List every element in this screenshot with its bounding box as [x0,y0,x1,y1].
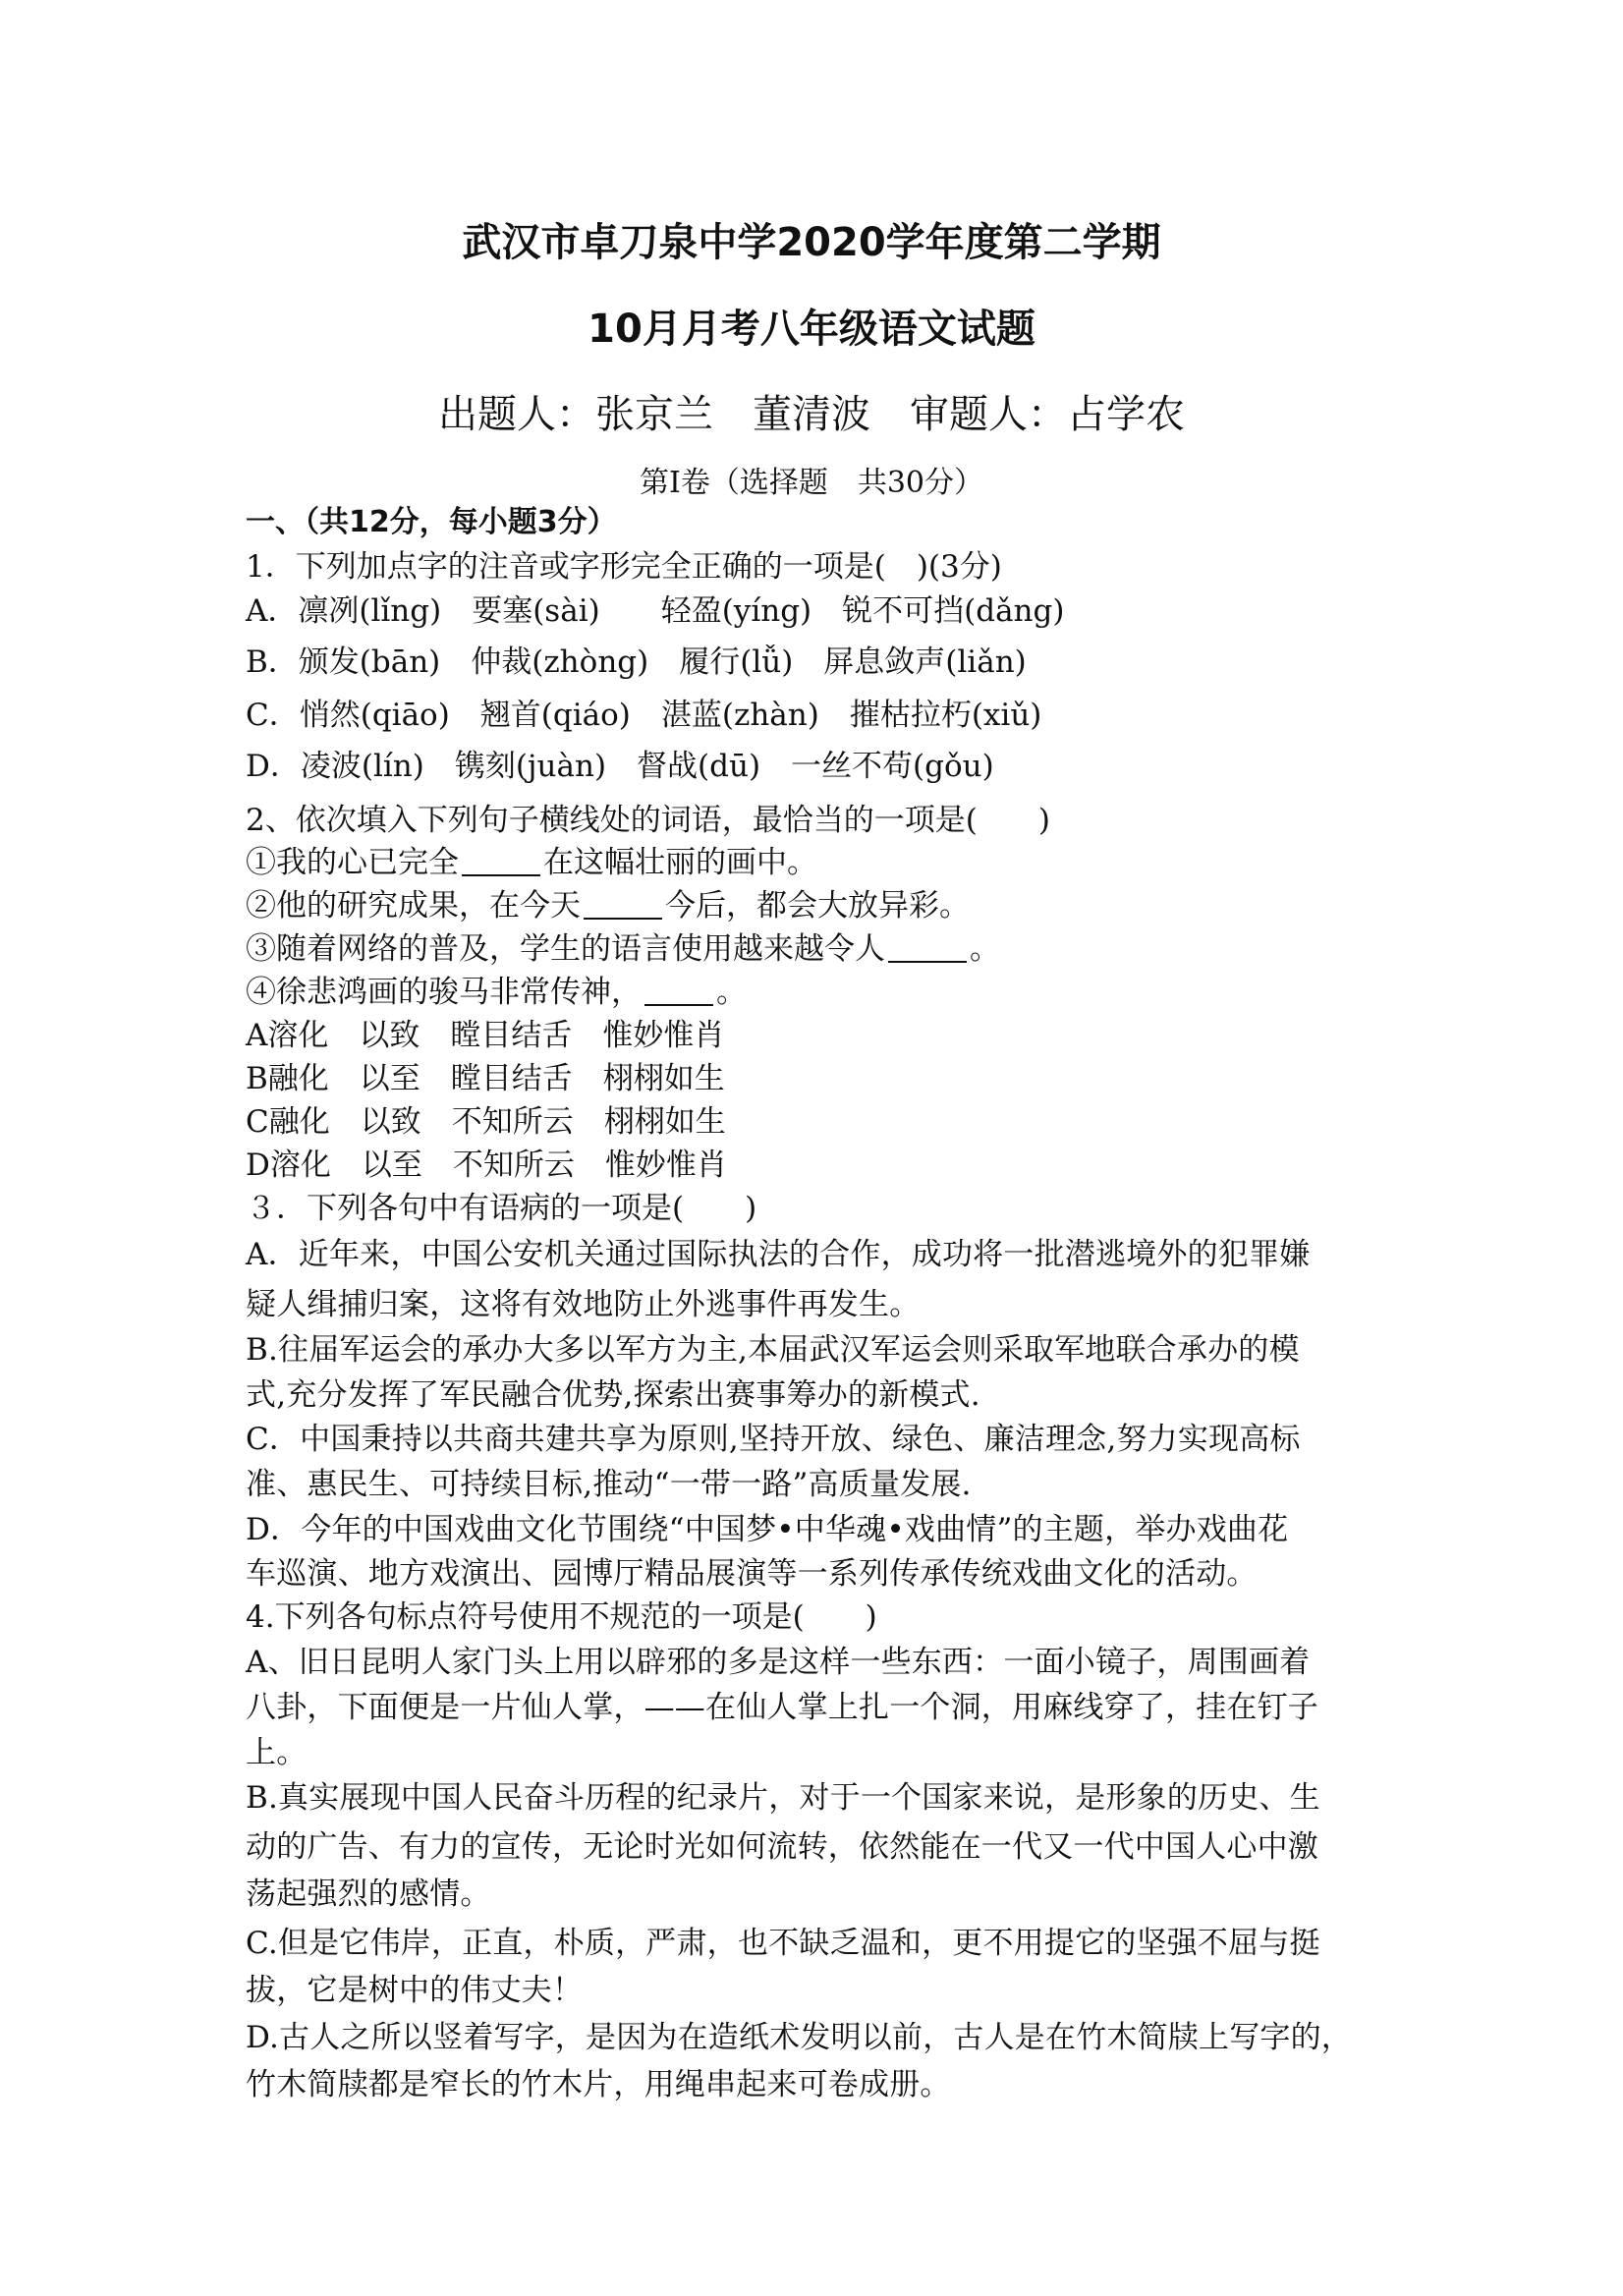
q3-option-c-line2: 准、惠民生、可持续目标,推动“一带一路”高质量发展. [246,1467,972,1502]
q3-option-d-line1: D．今年的中国戏曲文化节围绕“中国梦•中华魂•戏曲情”的主题，举办戏曲花 [246,1512,1289,1547]
q2-sentence-2 [246,884,970,927]
q2-s1-pre: ①我的心已完全 [246,845,459,880]
q2-sentence-3 [246,927,1000,971]
q1-option-a: A．凛冽(lǐng) 要塞(sài) 轻盈(yíng) 锐不可挡(dǎng) [246,593,1065,629]
q2-option-b: B融化 以至 瞠目结舌 栩栩如生 [246,1061,725,1096]
q3-stem: ３．下列各句中有语病的一项是( ) [246,1191,757,1226]
q2-option-d: D溶化 以至 不知所云 惟妙惟肖 [246,1148,727,1183]
q4-option-d-line2: 竹木简牍都是窄长的竹木片，用绳串起来可卷成册。 [246,2067,951,2102]
q2-s3-pre: ③随着网络的普及，学生的语言使用越来越令人 [246,931,885,967]
q4-option-c-line1: C.但是它伟岸，正直，朴质，严肃，也不缺乏温和，更不用提它的坚强不屈与挺 [246,1926,1320,1961]
q2-s3-post: 。 [970,931,1000,967]
exam-authors: 出题人：张京兰 董清波 审题人：占学农 [438,392,1185,437]
q3-option-d-line2: 车巡演、地方戏演出、园博厅精品展演等一系列传承传统戏曲文化的活动。 [246,1556,1258,1592]
q3-option-c-line1: C．中国秉持以共商共建共享为原则,坚持开放、绿色、廉洁理念,努力实现高标 [246,1422,1301,1457]
q2-option-c: C融化 以致 不知所云 栩栩如生 [246,1104,726,1140]
fill-blank [584,888,662,920]
q4-option-b-line2: 动的广告、有力的宣传，无论时光如何流转，依然能在一代又一代中国人心中激 [246,1829,1318,1865]
fill-blank [644,975,713,1006]
q4-option-a-line2: 八卦，下面便是一片仙人掌，——在仙人掌上扎一个洞，用麻线穿了，挂在钉子 [246,1690,1318,1725]
q1-stem: 1．下列加点字的注音或字形完全正确的一项是( )(3分) [246,549,1002,585]
fill-blank [462,845,540,876]
section-heading: 一、（共12分，每小题3分） [246,505,617,539]
q2-s2-post: 今后，都会大放异彩。 [665,888,970,924]
q3-option-b-line2: 式,充分发挥了军民融合优势,探索出赛事筹办的新模式. [246,1377,980,1413]
q4-option-a-line3: 上。 [246,1735,308,1770]
q4-option-d-line1: D.古人之所以竖着写字，是因为在造纸术发明以前，古人是在竹木简牍上写字的， [246,2020,1352,2055]
volume-heading: 第Ⅰ卷（选择题 共30分） [639,466,984,500]
q2-stem: 2、依次填入下列句子横线处的词语，最恰当的一项是( ) [246,803,1050,838]
fill-blank [888,931,967,963]
exam-title-line1: 武汉市卓刀泉中学2020学年度第二学期 [462,220,1161,265]
q1-option-b: B．颁发(bān) 仲裁(zhòng) 履行(lǚ) 屏息敛声(liǎn) [246,644,1027,680]
q2-option-a: A溶化 以致 瞠目结舌 惟妙惟肖 [246,1018,725,1053]
q2-s2-pre: ②他的研究成果，在今天 [246,888,581,924]
q2-s4-post: 。 [716,975,747,1010]
q1-option-c: C．悄然(qiāo) 翘首(qiáo) 湛蓝(zhàn) 摧枯拉朽(xiǔ) [246,698,1042,733]
q1-option-d: D．凌波(lín) 镌刻(juàn) 督战(dū) 一丝不苟(gǒu) [246,749,994,784]
q3-option-a-line1: A．近年来，中国公安机关通过国际执法的合作，成功将一批潜逃境外的犯罪嫌 [246,1237,1311,1272]
q2-sentence-1 [246,841,817,884]
q4-stem: 4.下列各句标点符号使用不规范的一项是( ) [246,1599,877,1635]
q4-option-c-line2: 拔，它是树中的伟丈夫！ [246,1973,584,2008]
q3-option-b-line1: B.往届军运会的承办大多以军方为主,本届武汉军运会则采取军地联合承办的模 [246,1332,1300,1368]
q4-option-b-line3: 荡起强烈的感情。 [246,1876,491,1912]
q2-sentence-4 [246,971,747,1014]
exam-title-line2: 10月月考八年级语文试题 [588,307,1035,352]
q2-s1-post: 在这幅壮丽的画中。 [543,845,817,880]
q4-option-a-line1: A、旧日昆明人家门头上用以辟邪的多是这样一些东西：一面小镜子，周围画着 [246,1645,1311,1680]
q2-s4-pre: ④徐悲鸿画的骏马非常传神， [246,975,642,1010]
q3-option-a-line2: 疑人缉捕归案，这将有效地防止外逃事件再发生。 [246,1287,921,1322]
q4-option-b-line1: B.真实展现中国人民奋斗历程的纪录片，对于一个国家来说，是形象的历史、生 [246,1780,1320,1816]
